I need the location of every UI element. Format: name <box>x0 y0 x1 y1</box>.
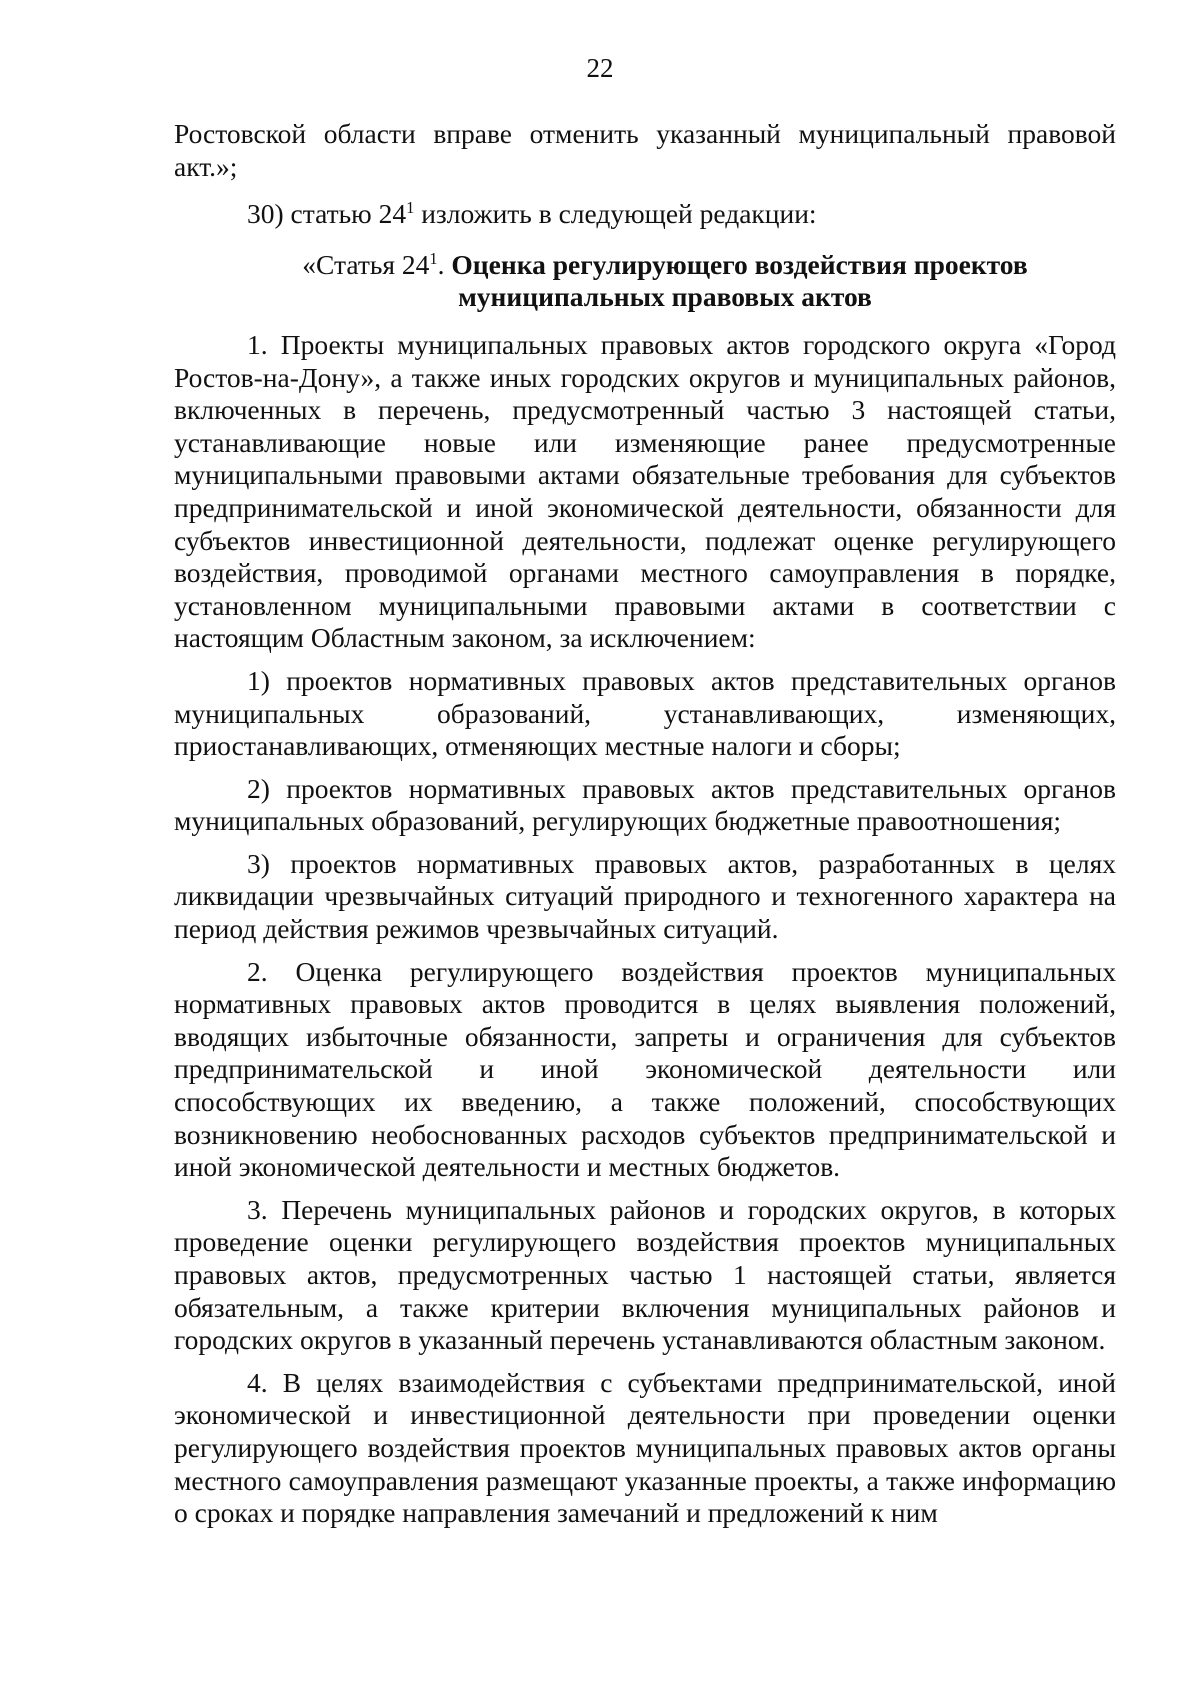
article-superscript: 1 <box>429 248 438 268</box>
article-dot: . <box>437 248 452 280</box>
paragraph-4: 4. В целях взаимодействия с субъектами предпринимательской, иной экономической и инвестиционной деятельности при проведении оценки регулирующего воздействия проектов муниципальных правовых актов органы местного самоуправления размещают указанные проекты, а также информацию о сроках и порядке направления замечаний и предложений к ним <box>174 1366 1116 1529</box>
amendment-paragraph <box>174 198 1116 231</box>
article-heading <box>174 249 1116 314</box>
list-item-2: 2) проектов нормативных правовых актов представительных органов муниципальных образований, регулирующих бюджетные правоотношения; <box>174 772 1116 837</box>
amendment-superscript: 1 <box>406 198 415 218</box>
article-title-line2: муниципальных правовых актов <box>458 281 872 313</box>
amendment-text-after: изложить в следующей редакции: <box>414 198 817 230</box>
paragraph-3: 3. Перечень муниципальных районов и городских округов, в которых проведение оценки регулирующего воздействия проектов муниципальных правовых актов, предусмотренных частью 1 настоящей статьи, является обязательным, а также критерии включения муниципальных районов и городских округов в указанный перечень устанавливаются областным законом. <box>174 1193 1116 1356</box>
list-item-3: 3) проектов нормативных правовых актов, разработанных в целях ликвидации чрезвычайных ситуаций природного и техногенного характера на период действия режимов чрезвычайных ситуаций. <box>174 847 1116 945</box>
amendment-text-before: 30) статью 24 <box>247 198 407 230</box>
paragraph-1: 1. Проекты муниципальных правовых актов городского округа «Город Ростов-на-Дону», а также иных городских округов и муниципальных районов, включенных в перечень, предусмотренный частью 3 настоящей статьи, устанавливающие новые или изменяющие ранее предусмотренные муниципальными правовыми актами обязательные требования для субъектов предпринимательской и иной экономической деятельности, обязанности для субъектов инвестиционной деятельности, подлежат оценке регулирующего воздействия, проводимой органами местного самоуправления в порядке, установленном муниципальными правовыми актами в соответствии с настоящим Областным законом, за исключением: <box>174 328 1116 654</box>
article-title-line1: Оценка регулирующего воздействия проектов <box>451 248 1028 280</box>
article-prefix: «Статья 24 <box>302 248 430 280</box>
list-item-1: 1) проектов нормативных правовых актов представительных органов муниципальных образований, устанавливающих, изменяющих, приостанавливающих, отменяющих местные налоги и сборы; <box>174 664 1116 762</box>
paragraph-2: 2. Оценка регулирующего воздействия проектов муниципальных нормативных правовых актов проводится в целях выявления положений, вводящих избыточные обязанности, запреты и ограничения для субъектов предпринимательской и иной экономической деятельности или способствующих их введению, а также положений, способствующих возникновению необоснованных расходов субъектов предпринимательской и иной экономической деятельности и местных бюджетов. <box>174 955 1116 1183</box>
continuation-paragraph: Ростовской области вправе отменить указанный муниципальный правовой акт.»; <box>174 118 1116 182</box>
page-number: 22 <box>586 53 614 83</box>
document-body <box>174 118 1116 1530</box>
